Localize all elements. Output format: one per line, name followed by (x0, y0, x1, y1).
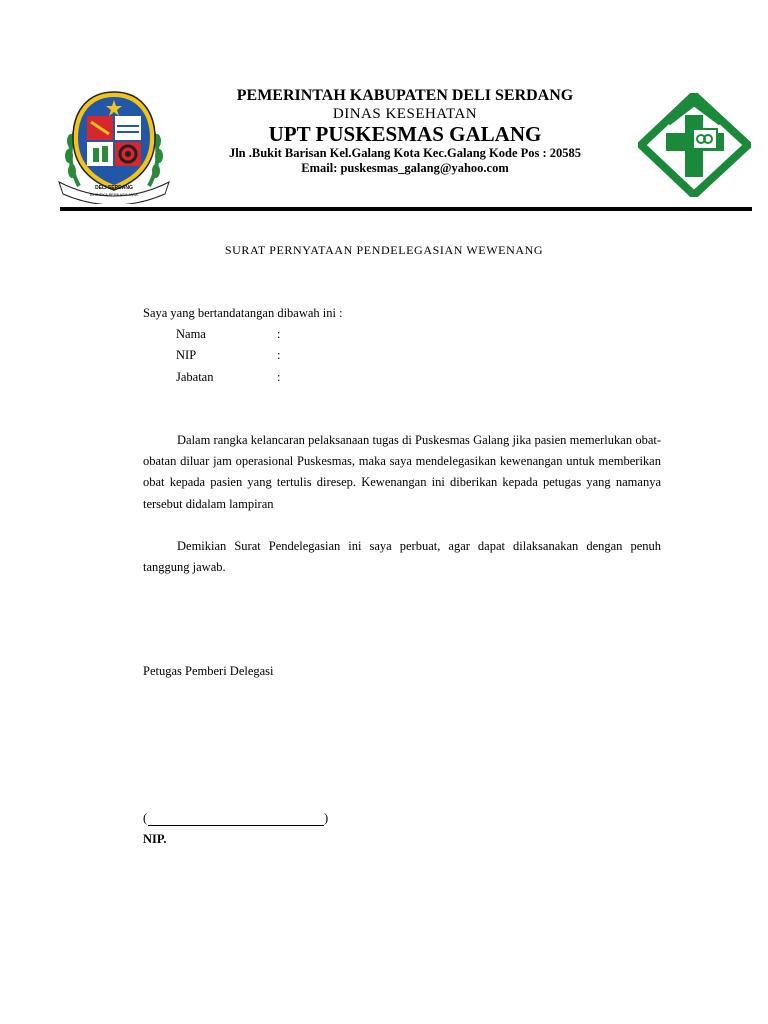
field-label-jabatan: Jabatan (176, 370, 214, 384)
letterhead-divider (60, 207, 752, 211)
field-label-nama: Nama (176, 327, 206, 341)
signature-line (148, 825, 324, 826)
letterhead-government: PEMERINTAH KABUPATEN DELI SERDANG (236, 87, 574, 104)
paragraph-closing-text: Demikian Surat Pendelegasian ini saya perbuat, agar dapat dilaksanakan dengan penuh tanggung jawab. (143, 539, 661, 575)
emblem-label: DELI SERDANG (95, 185, 133, 191)
letterhead-address: Jln .Bukit Barisan Kel.Galang Kota Kec.Galang Kode Pos : 20585 (228, 146, 582, 160)
paragraph-closing (143, 536, 661, 578)
paragraph-delegation-text: Dalam rangka kelancaran pelaksanaan tugas di Puskesmas Galang jika pasien memerlukan obat-obatan diluar jam operasional Puskesmas, maka saya mendelegasikan kewenangan untuk memberikan obat kepada pasien yang tertulis diresep. Kewenangan ini diberikan kepada petugas yang namanya tersebut didalam lampiran (143, 433, 661, 511)
emblem-motto: BHINEKA PERKASA JAYA (90, 192, 138, 197)
letterhead-institution: UPT PUSKESMAS GALANG (268, 122, 542, 146)
intro-text: Saya yang bertandatangan dibawah ini : (143, 306, 343, 320)
puskesmas-logo-icon (638, 93, 751, 197)
field-sep-jabatan: : (277, 370, 281, 384)
paragraph-delegation (143, 430, 661, 515)
letterhead-email: Email: puskesmas_galang@yahoo.com (301, 161, 509, 175)
signature-close: ) (324, 811, 329, 825)
document-title: SURAT PERNYATAAN PENDELEGASIAN WEWENANG (224, 243, 544, 257)
nip-label: NIP. (143, 832, 167, 846)
field-sep-nip: : (277, 348, 281, 362)
field-label-nip: NIP (176, 348, 197, 362)
letterhead-department: DINAS KESEHATAN (332, 106, 478, 122)
field-sep-nama: : (277, 327, 281, 341)
signer-role: Petugas Pemberi Delegasi (143, 664, 274, 678)
signature-open: ( (143, 811, 148, 825)
